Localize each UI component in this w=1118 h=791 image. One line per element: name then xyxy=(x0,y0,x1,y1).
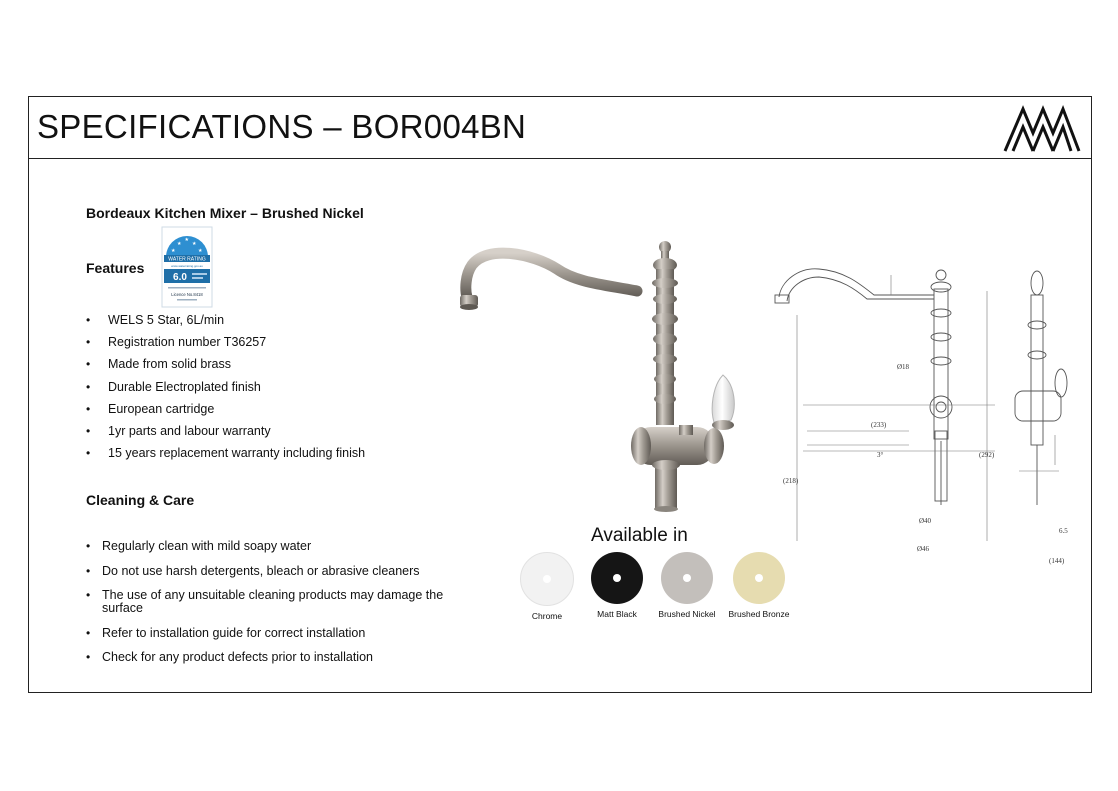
header xyxy=(29,97,1091,159)
available-in-heading: Available in xyxy=(591,525,688,546)
wels-rating-value: 6.0 xyxy=(173,272,187,283)
dim-144: (144) xyxy=(1049,557,1065,565)
dim-292: (292) xyxy=(979,451,995,459)
product-photo xyxy=(427,235,727,515)
finish-swatch-chrome xyxy=(520,552,574,606)
cleaning-item: • Check for any product defects prior to installation xyxy=(86,651,476,664)
wels-water-rating-badge xyxy=(162,227,212,307)
dim-phi18: Ø18 xyxy=(897,363,910,371)
cleaning-item: • The use of any unsuitable cleaning products may damage the surface xyxy=(86,589,476,615)
finish-swatch-brushed-nickel xyxy=(661,552,713,604)
cleaning-heading: Cleaning & Care xyxy=(86,492,195,508)
cleaning-item: • Refer to installation guide for correct installation xyxy=(86,627,476,640)
feature-item: • WELS 5 Star, 6L/min xyxy=(86,309,365,331)
wels-site: www.waterrating.gov.au xyxy=(171,264,203,268)
cleaning-item: • Regularly clean with mild soapy water xyxy=(86,540,476,553)
feature-item: • European cartridge xyxy=(86,398,365,420)
svg-text:★: ★ xyxy=(184,237,189,243)
finish-swatches xyxy=(507,552,790,622)
finish-option[interactable] xyxy=(647,552,727,619)
feature-item: • 15 years replacement warranty including finish xyxy=(86,442,365,464)
finish-option[interactable] xyxy=(719,552,799,619)
cleaning-item: • Do not use harsh detergents, bleach or abrasive cleaners xyxy=(86,565,476,578)
finish-swatch-matt-black xyxy=(591,552,643,604)
features-heading: Features xyxy=(86,260,145,276)
finish-option[interactable] xyxy=(507,552,587,621)
dim-6-5: 6.5 xyxy=(1059,527,1068,535)
feature-item: • Registration number T36257 xyxy=(86,331,365,353)
wels-licence: Licence No.8418 xyxy=(171,292,203,297)
page-title: SPECIFICATIONS – BOR004BN xyxy=(37,108,527,145)
cleaning-list xyxy=(86,540,476,676)
product-name: Bordeaux Kitchen Mixer – Brushed Nickel xyxy=(86,205,364,221)
finish-label: Brushed Nickel xyxy=(658,609,716,619)
dim-angle: 3° xyxy=(877,451,884,459)
dim-phi40: Ø40 xyxy=(919,517,932,525)
svg-text:★: ★ xyxy=(177,241,182,247)
finish-label: Matt Black xyxy=(597,609,637,619)
brand-logo-icon xyxy=(1001,101,1083,157)
wels-title: WATER RATING xyxy=(168,256,206,263)
dim-phi46: Ø46 xyxy=(917,545,930,553)
svg-text:★: ★ xyxy=(192,241,197,247)
features-list xyxy=(86,309,365,464)
svg-text:★: ★ xyxy=(171,248,176,254)
dim-233: (233) xyxy=(871,421,887,429)
technical-drawing xyxy=(759,255,1069,565)
svg-text:★: ★ xyxy=(198,248,203,254)
specification-sheet xyxy=(28,96,1092,693)
finish-swatch-brushed-bronze xyxy=(733,552,785,604)
dim-218: (218) xyxy=(783,477,799,485)
feature-item: • 1yr parts and labour warranty xyxy=(86,420,365,442)
finish-label: Brushed Bronze xyxy=(728,609,790,619)
feature-item: • Made from solid brass xyxy=(86,353,365,375)
finish-label: Chrome xyxy=(531,611,563,621)
finish-option[interactable] xyxy=(577,552,657,619)
feature-item: • Durable Electroplated finish xyxy=(86,376,365,398)
